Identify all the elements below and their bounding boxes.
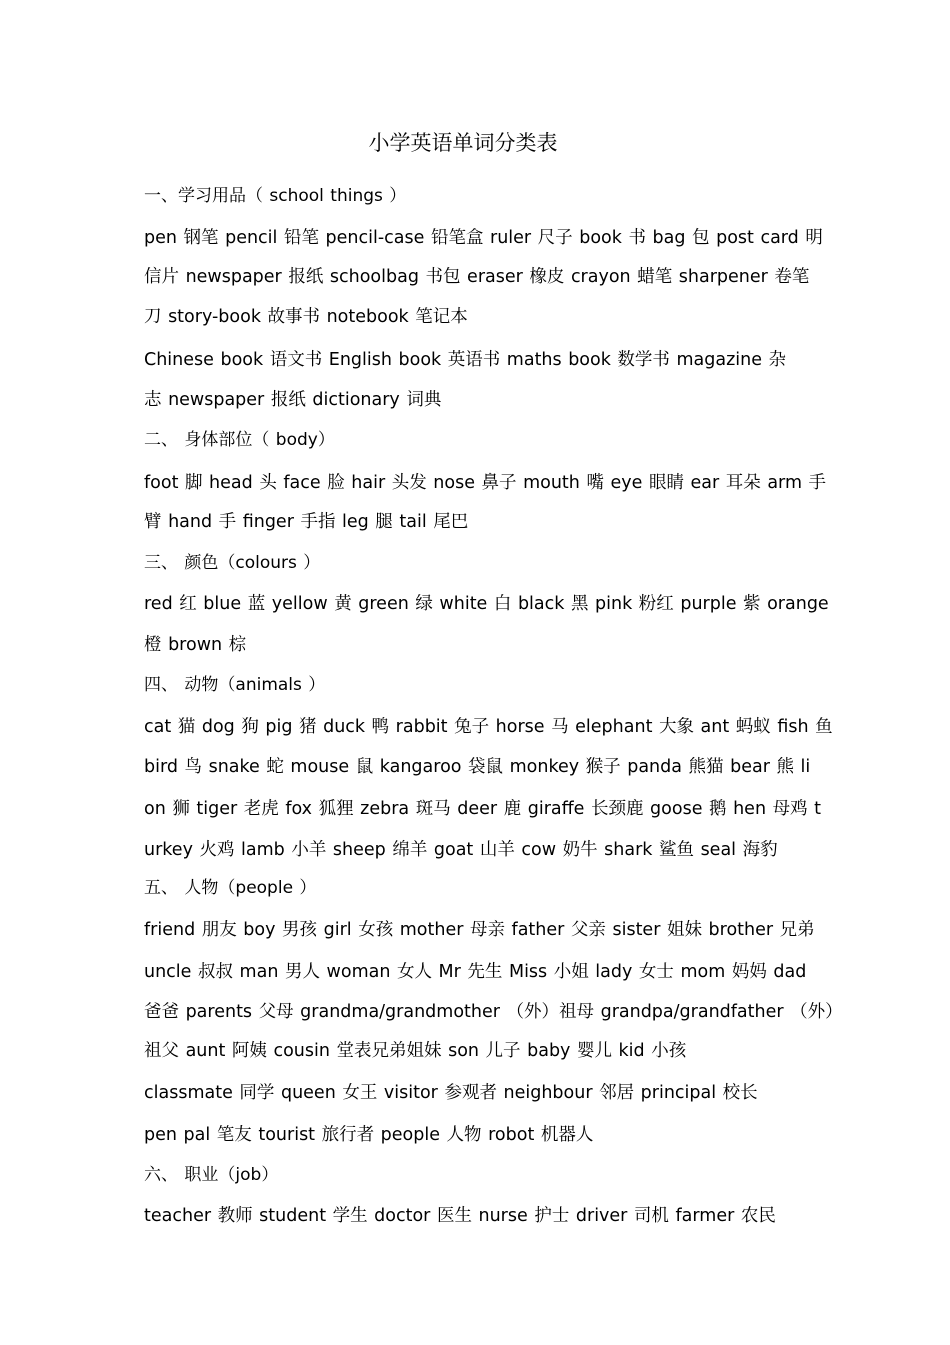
text-line: 信片 newspaper 报纸 schoolbag 书包 eraser 橡皮 crayon 蜡笔 sharpener 卷笔 bbox=[144, 267, 810, 287]
text-line: 志 newspaper 报纸 dictionary 词典 bbox=[144, 390, 442, 410]
text-line: 刀 story-book 故事书 notebook 笔记本 bbox=[144, 307, 468, 327]
text-line: pen 钢笔 pencil 铅笔 pencil-case 铅笔盒 ruler 尺子 book 书 bag 包 post card 明 bbox=[144, 228, 823, 248]
text-line: foot 脚 head 头 face 脸 hair 头发 nose 鼻子 mouth 嘴 eye 眼睛 ear 耳朵 arm 手 bbox=[144, 473, 827, 493]
section-heading-job: 六、 职业（job） bbox=[144, 1165, 279, 1185]
text-line: uncle 叔叔 man 男人 woman 女人 Mr 先生 Miss 小姐 lady 女士 mom 妈妈 dad bbox=[144, 962, 807, 982]
document-title: 小学英语单词分类表 bbox=[368, 131, 558, 155]
text-line: bird 鸟 snake 蛇 mouse 鼠 kangaroo 袋鼠 monkey 猴子 panda 熊猫 bear 熊 li bbox=[144, 757, 811, 777]
text-line: red 红 blue 蓝 yellow 黄 green 绿 white 白 black 黑 pink 粉红 purple 紫 orange bbox=[144, 594, 829, 614]
section-heading-school-things: 一、学习用品（ school things ） bbox=[144, 186, 407, 206]
section-heading-colours: 三、 颜色（colours ） bbox=[144, 553, 321, 573]
text-line: friend 朋友 boy 男孩 girl 女孩 mother 母亲 father 父亲 sister 姐妹 brother 兄弟 bbox=[144, 920, 815, 940]
text-line: on 狮 tiger 老虎 fox 狐狸 zebra 斑马 deer 鹿 giraffe 长颈鹿 goose 鹅 hen 母鸡 t bbox=[144, 799, 822, 819]
text-line: Chinese book 语文书 English book 英语书 maths book 数学书 magazine 杂 bbox=[144, 350, 787, 370]
section-heading-animals: 四、 动物（animals ） bbox=[144, 675, 326, 695]
section-heading-people: 五、 人物（people ） bbox=[144, 878, 317, 898]
section-heading-body: 二、 身体部位（ body） bbox=[144, 430, 335, 450]
text-line: 爸爸 parents 父母 grandma/grandmother （外）祖母 grandpa/grandfather （外） bbox=[144, 1002, 843, 1022]
text-line: pen pal 笔友 tourist 旅行者 people 人物 robot 机器人 bbox=[144, 1125, 594, 1145]
text-line: classmate 同学 queen 女王 visitor 参观者 neighbour 邻居 principal 校长 bbox=[144, 1083, 758, 1103]
text-line: 橙 brown 棕 bbox=[144, 635, 247, 655]
text-line: cat 猫 dog 狗 pig 猪 duck 鸭 rabbit 兔子 horse 马 elephant 大象 ant 蚂蚁 fish 鱼 bbox=[144, 717, 833, 737]
text-line: urkey 火鸡 lamb 小羊 sheep 绵羊 goat 山羊 cow 奶牛 shark 鲨鱼 seal 海豹 bbox=[144, 840, 778, 860]
text-line: 祖父 aunt 阿姨 cousin 堂表兄弟姐妹 son 儿子 baby 婴儿 kid 小孩 bbox=[144, 1041, 687, 1061]
text-line: teacher 教师 student 学生 doctor 医生 nurse 护士 driver 司机 farmer 农民 bbox=[144, 1206, 776, 1226]
text-line: 臂 hand 手 finger 手指 leg 腿 tail 尾巴 bbox=[144, 512, 469, 532]
